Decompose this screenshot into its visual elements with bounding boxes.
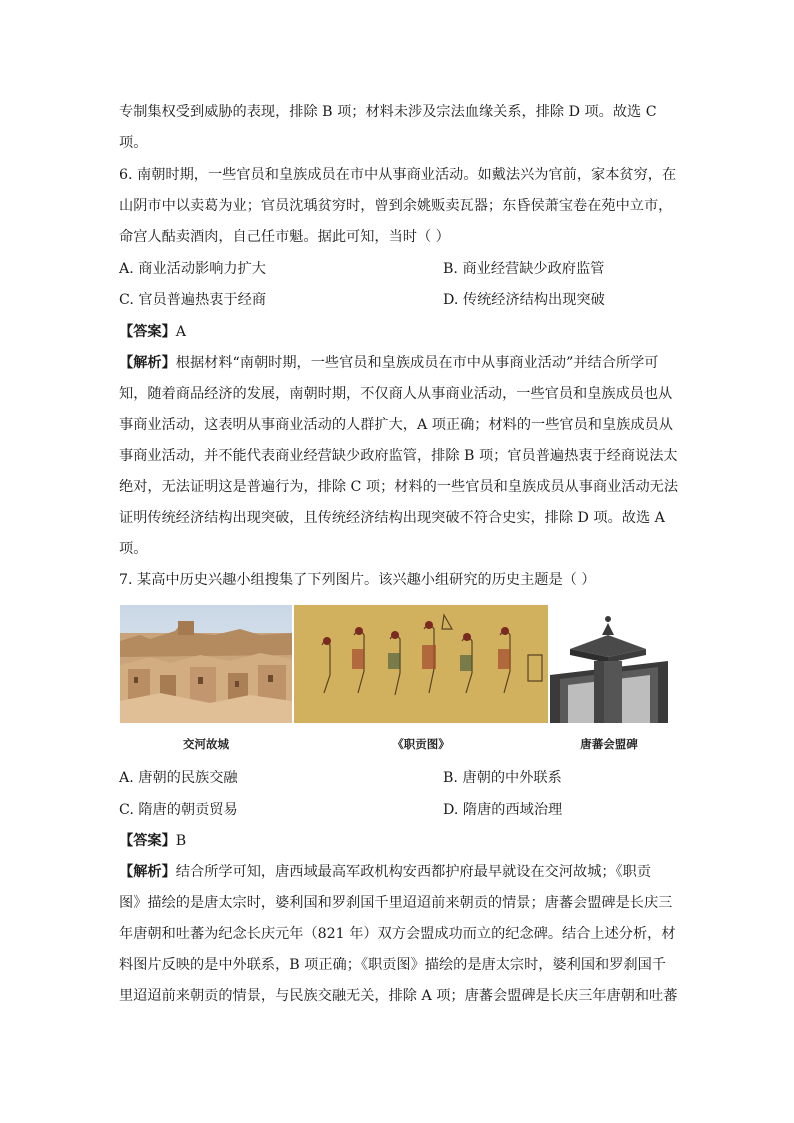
q6-option-c: C. 官员普遍热衷于经商 — [119, 292, 267, 308]
tang-tibet-stele-image — [550, 605, 668, 723]
q6-analysis-line: 项。 — [119, 541, 148, 557]
analysis-label: 【解析】 — [119, 355, 176, 371]
q6-option-a: A. 商业活动影响力扩大 — [119, 261, 266, 277]
caption-zhigongtu: 《职贡图》 — [392, 737, 450, 751]
analysis-text: 根据材料“南朝时期，一些官员和皇族成员在市中从事商业活动”并结合所学可 — [175, 355, 659, 371]
analysis-text: 结合所学可知，唐西域最高军政机构安西都护府最早就设在交河故城；《职贡 — [175, 864, 652, 880]
q6-analysis-line: 事商业活动，并不能代表商业经营缺少政府监管，排除 B 项；官员普遍热衷于经商说法太 — [119, 448, 678, 464]
q7-option-a: A. 唐朝的民族交融 — [119, 770, 238, 786]
analysis-label: 【解析】 — [119, 864, 176, 880]
answer-label: 【答案】 — [119, 324, 176, 340]
q6-analysis-line: 绝对，无法证明这是普遍行为，排除 C 项；材料的一些官员和皇族成员从事商业活动无法 — [119, 479, 679, 495]
q6-analysis-line: 事商业活动，这表明从事商业活动的人群扩大，A 项正确；材料的一些官员和皇族成员从 — [119, 417, 673, 433]
q7-option-d: D. 隋唐的西域治理 — [443, 802, 563, 818]
q6-option-b: B. 商业经营缺少政府监管 — [443, 261, 605, 277]
q7-answer — [119, 831, 679, 851]
zhigong-tu-painting-image — [294, 605, 548, 723]
q6-analysis-line: 知，随着商品经济的发展，南朝时期，不仅商人从事商业活动，一些官员和皇族成员也从 — [119, 386, 673, 402]
jiaohe-ruins-image — [120, 605, 292, 723]
answer-label: 【答案】 — [119, 833, 176, 849]
q7-analysis-line: 图》描绘的是唐太宗时，婆利国和罗刹国千里迢迢前来朝贡的情景；唐蕃会盟碑是长庆三 — [119, 895, 673, 911]
q7-analysis-line: 里迢迢前来朝贡的情景，与民族交融无关，排除 A 项；唐蕃会盟碑是长庆三年唐朝和吐蕃 — [119, 988, 678, 1004]
q6-option-d: D. 传统经济结构出现突破 — [443, 292, 605, 308]
q6-stem-line: 命宫人酤卖酒肉，自己任市魁。据此可知，当时（ ） — [119, 229, 450, 245]
q7-stem: 7. 某高中历史兴趣小组搜集了下列图片。该兴趣小组研究的历史主题是（ ） — [119, 572, 596, 588]
text-line: 专制集权受到威胁的表现，排除 B 项；材料未涉及宗法血缘关系，排除 D 项。故选 C — [119, 104, 657, 120]
answer-value: A — [175, 324, 187, 340]
q6-analysis-line — [119, 353, 679, 373]
q7-option-c: C. 隋唐的朝贡贸易 — [119, 802, 238, 818]
answer-value: B — [175, 833, 187, 849]
text-line: 项。 — [119, 135, 148, 151]
caption-stele: 唐蕃会盟碑 — [580, 737, 638, 751]
q6-answer — [119, 322, 679, 342]
q7-analysis-line: 年唐朝和吐蕃为纪念长庆元年（821 年）双方会盟成功而立的纪念碑。结合上述分析，材 — [119, 926, 676, 942]
q6-stem-line: 6. 南朝时期，一些官员和皇族成员在市中从事商业活动。如戴法兴为官前，家本贫穷，在 — [119, 167, 677, 183]
q6-stem-line: 山阴市中以卖葛为业；官员沈瑀贫穷时，曾到余姚贩卖瓦器；东昏侯萧宝卷在苑中立市， — [119, 198, 673, 214]
q7-analysis-line — [119, 862, 679, 882]
caption-jiaohe: 交河故城 — [183, 737, 229, 751]
q7-analysis-line: 料图片反映的是中外联系，B 项正确；《职贡图》描绘的是唐太宗时，婆利国和罗刹国千 — [119, 957, 666, 973]
q7-option-b: B. 唐朝的中外联系 — [443, 770, 562, 786]
q6-analysis-line: 证明传统经济结构出现突破，且传统经济结构出现突破不符合史实，排除 D 项。故选 A — [119, 510, 665, 526]
